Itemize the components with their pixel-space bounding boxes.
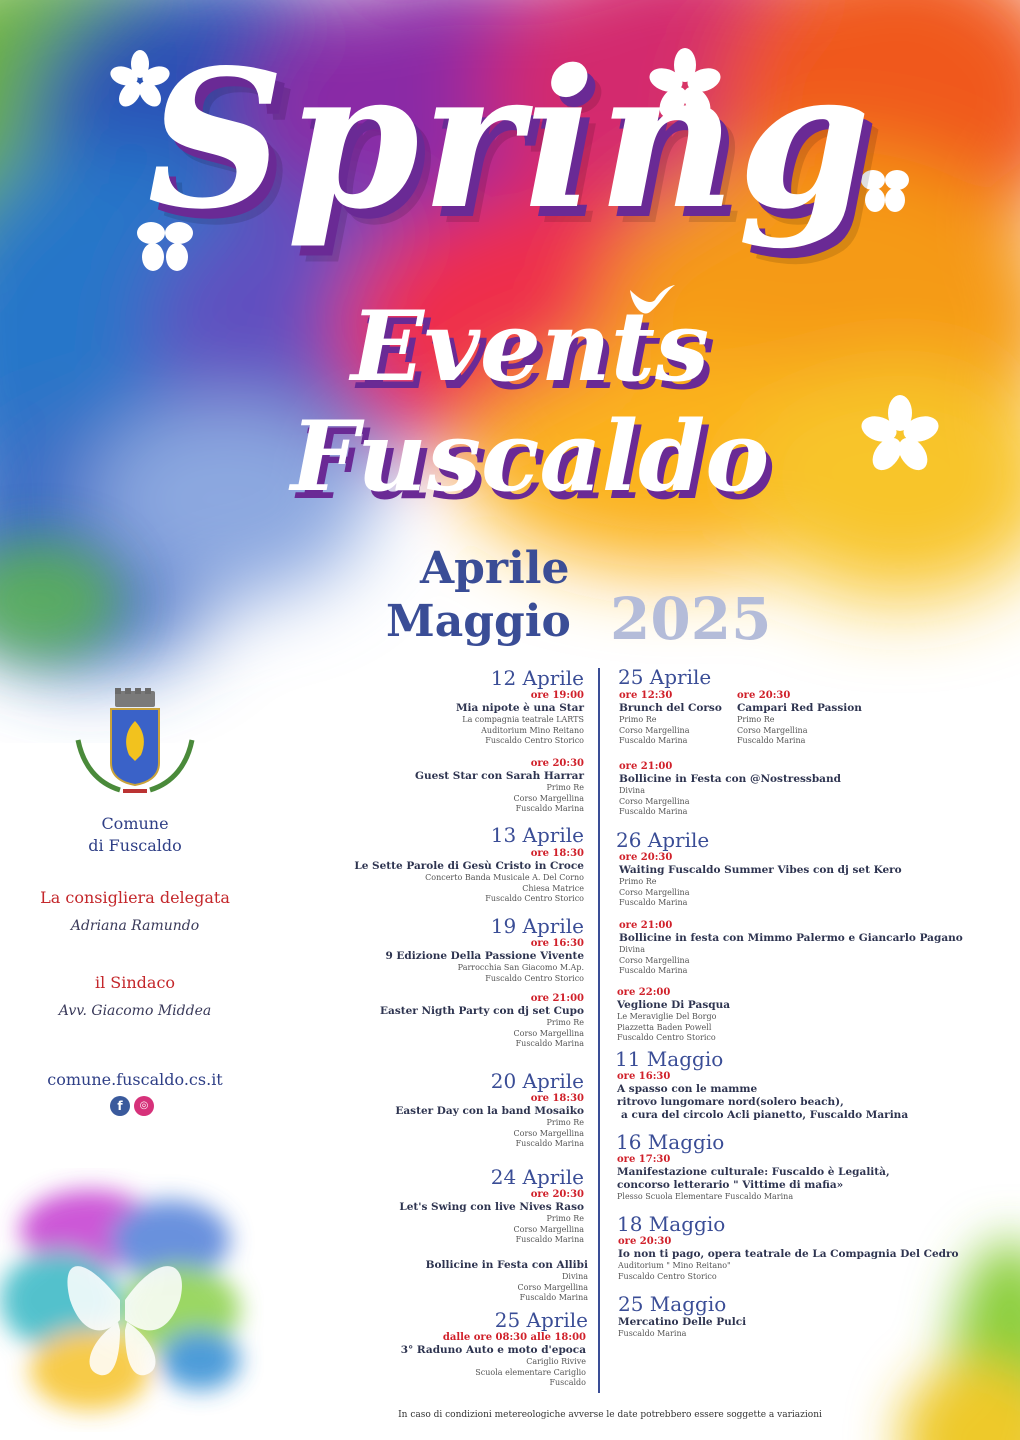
- event-line: Fuscaldo Centro Storico: [485, 894, 584, 903]
- comune-line: di Fuscaldo: [88, 836, 182, 855]
- event-line: Fuscaldo: [549, 1378, 586, 1387]
- event-name: Easter Day con la band Mosaiko: [395, 1105, 584, 1117]
- event-line: Divina: [619, 786, 645, 795]
- event-name: Veglione Di Pasqua: [617, 999, 731, 1011]
- day-19-aprile: 19 Aprile: [490, 914, 584, 938]
- coat-of-arms-icon: [75, 685, 195, 810]
- sindaco-signature: Avv. Giacomo Middea: [58, 1003, 212, 1019]
- header-year: 2025: [610, 585, 772, 653]
- website-link[interactable]: comune.fuscaldo.cs.it: [47, 1070, 223, 1089]
- event-line: Corso Margellina: [513, 1128, 584, 1138]
- event-name: 3° Raduno Auto e moto d'epoca: [400, 1344, 586, 1356]
- event-line: Chiesa Matrice: [522, 883, 584, 893]
- event-name: Brunch del Corso: [619, 702, 722, 714]
- event-time: ore 18:30: [530, 1093, 584, 1104]
- event-fuscaldo-legalita: [617, 1154, 890, 1203]
- event-name: a cura del circolo Acli pianetto, Fuscaldo Marina: [621, 1109, 909, 1121]
- event-name: Io non ti pago, opera teatrale de La Compagnia Del Cedro: [618, 1248, 959, 1260]
- event-line: Fuscaldo Marina: [515, 1139, 584, 1148]
- footer-disclaimer: In caso di condizioni metereologiche avverse le date potrebbero essere soggette a variazioni: [398, 1410, 822, 1420]
- event-name: Mia nipote è una Star: [455, 702, 584, 714]
- day-12-aprile: 12 Aprile: [490, 666, 584, 690]
- event-io-non-ti-pago: [618, 1236, 959, 1282]
- event-line: Divina: [562, 1272, 588, 1281]
- event-line: Fuscaldo Marina: [515, 804, 584, 813]
- event-line: Fuscaldo Marina: [619, 736, 688, 745]
- header-month-maggio: Maggio: [386, 596, 571, 647]
- event-name: concorso letterario " Vittime di mafia»: [617, 1179, 844, 1191]
- event-spasso-con-le-mamme: [617, 1071, 908, 1122]
- event-line: Fuscaldo Centro Storico: [618, 1271, 717, 1281]
- event-line: Cariglio Rivive: [526, 1357, 586, 1366]
- event-time: ore 19:00: [530, 690, 584, 701]
- event-time: dalle ore 08:30 alle 18:00: [442, 1332, 586, 1343]
- event-time: ore 20:30: [530, 1189, 584, 1200]
- event-name: Waiting Fuscaldo Summer Vibes con dj set Kero: [619, 864, 902, 876]
- event-line: Fuscaldo Centro Storico: [485, 736, 584, 745]
- sindaco-title: il Sindaco: [94, 973, 176, 992]
- day-18-maggio: 18 Maggio: [617, 1212, 726, 1236]
- header-month-aprile: Aprile: [420, 543, 570, 594]
- event-easter-night-party: [380, 993, 584, 1050]
- event-time: ore 21:00: [619, 761, 673, 772]
- event-time: ore 17:30: [617, 1154, 671, 1165]
- event-name: 9 Edizione Della Passione Vivente: [385, 950, 584, 962]
- event-line: Corso Margellina: [513, 1028, 584, 1038]
- event-line: Piazzetta Baden Powell: [617, 1022, 712, 1032]
- event-line: Primo Re: [546, 1018, 584, 1027]
- event-time: ore 16:30: [617, 1071, 671, 1082]
- event-time: ore 12:30: [619, 690, 673, 701]
- event-line: Fuscaldo Marina: [618, 1329, 687, 1338]
- event-time: ore 20:30: [737, 690, 791, 701]
- event-brunch-del-corso: [619, 690, 722, 747]
- day-26-aprile: 26 Aprile: [616, 828, 710, 852]
- day-16-maggio: 16 Maggio: [616, 1130, 725, 1154]
- event-name: Campari Red Passion: [737, 702, 862, 714]
- event-bollicine-nostressband: [619, 761, 841, 818]
- event-line: Fuscaldo Marina: [515, 1235, 584, 1244]
- comune-line: Comune: [101, 814, 169, 833]
- event-line: Auditorium Mino Reitano: [481, 725, 584, 735]
- day-20-aprile: 20 Aprile: [490, 1069, 584, 1093]
- event-line: La compagnia teatrale LARTS: [462, 715, 584, 724]
- event-line: Fuscaldo Marina: [619, 966, 688, 975]
- event-easter-day: [395, 1093, 584, 1150]
- event-line: Primo Re: [546, 1214, 584, 1223]
- event-line: Primo Re: [737, 715, 775, 724]
- day-11-maggio: 11 Maggio: [615, 1047, 724, 1071]
- event-line: Plesso Scuola Elementare Fuscaldo Marina: [617, 1192, 794, 1201]
- event-line: Corso Margellina: [619, 887, 690, 897]
- event-line: Corso Margellina: [517, 1282, 588, 1292]
- event-time: ore 20:30: [530, 758, 584, 769]
- event-name: Guest Star con Sarah Harrar: [415, 770, 584, 782]
- event-time: ore 21:00: [619, 920, 673, 931]
- event-name: Bollicine in Festa con Allibi: [425, 1259, 588, 1271]
- event-name: A spasso con le mamme: [617, 1083, 758, 1095]
- event-line: Primo Re: [619, 715, 657, 724]
- event-mia-nipote: [456, 690, 584, 747]
- event-line: Corso Margellina: [513, 1224, 584, 1234]
- facebook-icon[interactable]: f: [110, 1096, 130, 1116]
- instagram-icon[interactable]: ◎: [134, 1096, 154, 1116]
- event-line: Fuscaldo Marina: [619, 807, 688, 816]
- event-waiting-summer-vibes: [619, 852, 902, 909]
- event-line: Fuscaldo Centro Storico: [617, 1033, 716, 1042]
- consigliera-title: La consigliera delegata: [40, 888, 230, 907]
- event-line: Corso Margellina: [619, 796, 690, 806]
- event-time: ore 16:30: [530, 938, 584, 949]
- event-sette-parole: [354, 848, 584, 905]
- title-events-fuscaldo: Events Fuscaldo: [290, 290, 770, 513]
- social-links: [110, 1096, 158, 1118]
- event-line: Fuscaldo Marina: [519, 1293, 588, 1302]
- day-25-aprile-right: 25 Aprile: [618, 665, 712, 689]
- day-24-aprile: 24 Aprile: [490, 1165, 584, 1189]
- event-campari-red-passion: [737, 690, 862, 747]
- event-name: Easter Nigth Party con dj set Cupo: [380, 1005, 584, 1017]
- event-name: Le Sette Parole di Gesù Cristo in Croce: [354, 860, 584, 872]
- day-25-maggio: 25 Maggio: [618, 1292, 727, 1316]
- event-name: Mercatino Delle Pulci: [618, 1316, 747, 1328]
- event-line: Concerto Banda Musicale A. Del Corno: [425, 873, 584, 882]
- day-25-aprile-left: 25 Aprile: [494, 1308, 588, 1332]
- event-veglione-di-pasqua: [617, 987, 730, 1044]
- event-line: Corso Margellina: [619, 725, 690, 735]
- event-line: Fuscaldo Centro Storico: [485, 973, 584, 983]
- event-mercatino-delle-pulci: [618, 1316, 746, 1340]
- event-line: Fuscaldo Marina: [515, 1039, 584, 1048]
- event-time: ore 20:30: [619, 852, 673, 863]
- event-line: Corso Margellina: [513, 793, 584, 803]
- event-name: Manifestazione culturale: Fuscaldo è Legalità,: [617, 1166, 890, 1178]
- event-line: Parrocchia San Giacomo M.Ap.: [457, 963, 584, 972]
- title-spring: Spring: [147, 28, 873, 251]
- event-line: Fuscaldo Marina: [737, 736, 806, 745]
- event-name: Let's Swing con live Nives Raso: [399, 1201, 584, 1213]
- event-line: Scuola elementare Cariglio: [475, 1367, 586, 1377]
- event-name: ritrovo lungomare nord(solero beach),: [617, 1096, 844, 1108]
- event-line: Divina: [619, 945, 645, 954]
- event-passione-vivente: [385, 938, 584, 984]
- comune-di-fuscaldo: [60, 813, 210, 857]
- event-line: Le Meraviglie Del Borgo: [617, 1012, 717, 1021]
- event-line: Primo Re: [619, 877, 657, 886]
- event-time: ore 18:30: [530, 848, 584, 859]
- event-line: Primo Re: [546, 1118, 584, 1127]
- day-13-aprile: 13 Aprile: [490, 823, 584, 847]
- event-line: Corso Margellina: [619, 955, 690, 965]
- event-name: Bollicine in Festa con @Nostressband: [619, 773, 841, 785]
- event-line: Fuscaldo Marina: [619, 898, 688, 907]
- event-bollicine-palermo-pagano: [619, 920, 963, 977]
- event-guest-star: [415, 758, 584, 815]
- event-time: ore 20:30: [618, 1236, 672, 1247]
- event-raduno-auto: [401, 1332, 586, 1389]
- event-time: ore 22:00: [617, 987, 671, 998]
- event-line: Auditorium " Mino Reitano": [618, 1261, 731, 1270]
- event-time: ore 21:00: [530, 993, 584, 1004]
- event-name: Bollicine in festa con Mimmo Palermo e Giancarlo Pagano: [619, 932, 963, 944]
- consigliera-signature: Adriana Ramundo: [70, 918, 200, 934]
- event-line: Primo Re: [546, 783, 584, 792]
- column-divider: [598, 668, 600, 1393]
- event-bollicine-allibi: [426, 1259, 588, 1304]
- event-lets-swing: [399, 1189, 584, 1246]
- event-line: Corso Margellina: [737, 725, 808, 735]
